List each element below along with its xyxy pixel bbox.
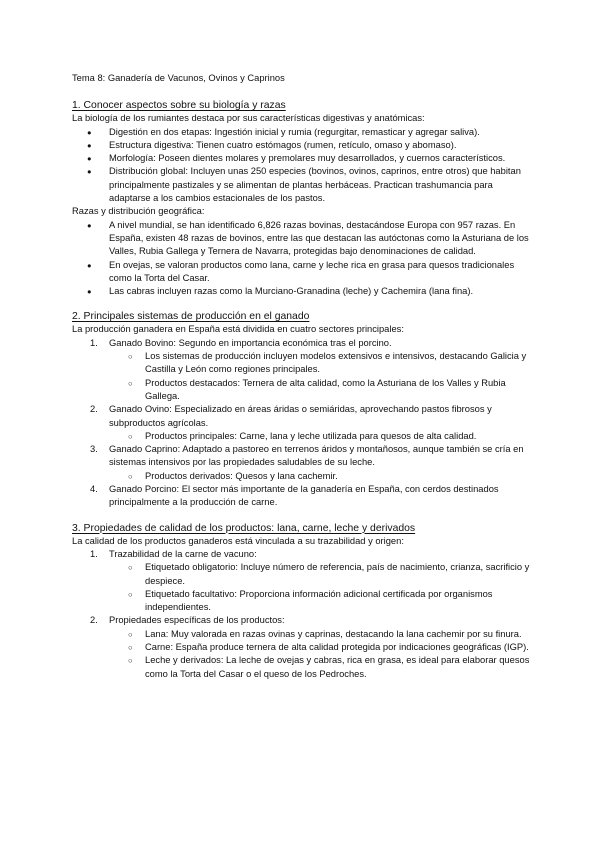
numbered-item xyxy=(72,548,534,561)
item-text: Ganado Bovino: Segundo en importancia económica tras el porcino. xyxy=(109,337,392,348)
bullet-item: ● Morfología: Poseen dientes molares y premolares muy desarrollados, y cuernos característicos. xyxy=(72,152,534,165)
section-2-heading: 2. Principales sistemas de producción en el ganado xyxy=(72,311,310,323)
numbered-item xyxy=(72,403,534,430)
item-text: Trazabilidad de la carne de vacuno: xyxy=(109,548,257,559)
sub-bullet-item: ○ Lana: Muy valorada en razas ovinas y caprinas, destacando la lana cachemir por su finura. xyxy=(72,628,534,641)
item-number: 4. xyxy=(90,484,98,495)
section-1-subheading: Razas y distribución geográfica: xyxy=(72,206,205,217)
sub-bullet-item: ○ Etiquetado obligatorio: Incluye número de referencia, país de nacimiento, crianza, sacrificio y despiece. xyxy=(72,561,534,588)
bullet-item: ● Digestión en dos etapas: Ingestión inicial y rumia (regurgitar, remasticar y agregar saliva). xyxy=(72,126,534,139)
bullet-item: ● Estructura digestiva: Tienen cuatro estómagos (rumen, retículo, omaso y abomaso). xyxy=(72,139,534,152)
section-1-intro: La biología de los rumiantes destaca por sus características digestivas y anatómicas: xyxy=(72,113,425,124)
item-number: 3. xyxy=(90,444,98,455)
section-2-intro: La producción ganadera en España está dividida en cuatro sectores principales: xyxy=(72,324,404,335)
section-3-intro: La calidad de los productos ganaderos está vinculada a su trazabilidad y origen: xyxy=(72,535,404,546)
document-title: Tema 8: Ganadería de Vacunos, Ovinos y Caprinos xyxy=(72,73,285,83)
item-text: Ganado Caprino: Adaptado a pastoreo en terrenos áridos y montañosos, aunque también se cría en sistemas intensivos por las propiedades saludables de su leche. xyxy=(109,444,524,468)
bullet-item: ● A nivel mundial, se han identificado 6,826 razas bovinas, destacándose Europa con 957 razas. En España, existen 48 razas de bovinos, entre las que destacan las autóctonas como la Asturiana de los Valles, Rubia Gallega y Ternera de Navarra, protegidas bajo denominaciones de calidad. xyxy=(72,219,534,259)
section-1-bullets-2 xyxy=(72,219,534,299)
sub-bullet-item: ○ Carne: España produce ternera de alta calidad protegida por indicaciones geográficas (IGP). xyxy=(72,641,534,654)
sub-bullet-item: ○ Leche y derivados: La leche de ovejas y cabras, rica en grasa, es ideal para elaborar quesos como la Torta del Casar o el queso de los Pedroches. xyxy=(72,654,534,681)
item-number: 1. xyxy=(90,548,98,559)
sub-bullet-item: ○ Productos derivados: Quesos y lana cachemir. xyxy=(72,470,534,483)
numbered-item xyxy=(72,337,534,350)
numbered-item xyxy=(72,483,534,510)
numbered-item xyxy=(72,614,534,627)
section-1-bullets xyxy=(72,126,534,206)
item-number: 2. xyxy=(90,404,98,415)
section-3 xyxy=(72,522,534,681)
section-1 xyxy=(72,99,534,298)
sub-bullet-item: ○ Productos principales: Carne, lana y leche utilizada para quesos de alta calidad. xyxy=(72,430,534,443)
item-number: 1. xyxy=(90,337,98,348)
item-text: Ganado Porcino: El sector más importante de la ganadería en España, con cerdos destinados principalmente a la producción de carne. xyxy=(109,484,499,508)
document-page xyxy=(72,72,534,693)
section-3-heading: 3. Propiedades de calidad de los productos: lana, carne, leche y derivados xyxy=(72,522,416,534)
section-2 xyxy=(72,310,534,509)
section-3-list xyxy=(72,548,534,681)
sub-bullet-item: ○ Etiquetado facultativo: Proporciona información adicional certificada por organismos independientes. xyxy=(72,588,534,615)
section-2-list xyxy=(72,337,534,510)
section-1-heading: 1. Conocer aspectos sobre su biología y razas xyxy=(72,100,286,112)
bullet-item: ● Las cabras incluyen razas como la Murciano-Granadina (leche) y Cachemira (lana fina). xyxy=(72,285,534,298)
bullet-item: ● Distribución global: Incluyen unas 250 especies (bovinos, ovinos, caprinos, entre otros) que habitan principalmente pastizales y se alimentan de plantas herbáceas. Practican trashumancia para adaptarse a los cambios estacionales de los pastos. xyxy=(72,165,534,205)
item-text: Propiedades específicas de los productos: xyxy=(109,615,285,626)
numbered-item xyxy=(72,443,534,470)
item-number: 2. xyxy=(90,615,98,626)
item-text: Ganado Ovino: Especializado en áreas áridas o semiáridas, aprovechando pastos fibrosos y subproductos agrícolas. xyxy=(109,404,492,428)
bullet-item: ● En ovejas, se valoran productos como lana, carne y leche rica en grasa para quesos tradicionales como la Torta del Casar. xyxy=(72,259,534,286)
sub-bullet-item: ○ Los sistemas de producción incluyen modelos extensivos e intensivos, destacando Galicia y Castilla y León como regiones principales. xyxy=(72,350,534,377)
sub-bullet-item: ○ Productos destacados: Ternera de alta calidad, como la Asturiana de los Valles y Rubia Gallega. xyxy=(72,377,534,404)
